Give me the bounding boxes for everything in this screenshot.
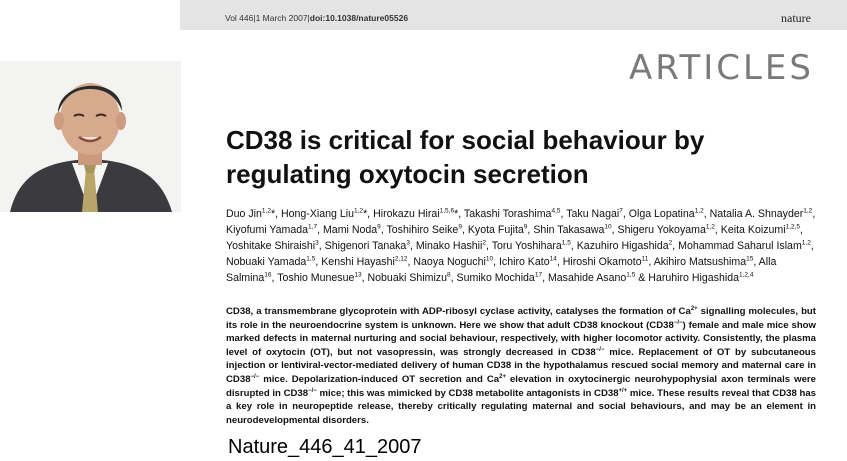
portrait-image: [0, 61, 181, 212]
author-name: Nobuaki Shimizu: [367, 271, 447, 284]
author-separator: ,: [493, 255, 499, 268]
author-affiliation: 1,5,6: [439, 207, 455, 215]
author-name: Hong-Xiang Liu: [280, 208, 355, 220]
author-separator: ,: [271, 271, 278, 284]
author-name: Minako Hashii: [415, 239, 483, 252]
author-name: Haruhiro Higashida: [648, 271, 739, 284]
abstract-sup: 2+: [499, 373, 506, 380]
author-name: Olga Lopatina: [628, 208, 695, 220]
abstract-sup: +/+: [618, 387, 628, 394]
author-affiliation: 17: [534, 271, 543, 279]
abstract-text: CD38, a transmembrane glycoprotein with ADP-ribosyl cyclase activity, catalyses the formation of Ca: [226, 306, 691, 317]
author-name: Sumiko Mochida: [456, 271, 535, 284]
author-name: Yoshitake Shiraishi: [226, 239, 316, 252]
author-separator: ,: [318, 239, 325, 252]
citation-label: Nature_446_41_2007: [228, 436, 422, 458]
author-name: Toshihiro Seike: [386, 223, 459, 236]
author-affiliation: 4,5: [551, 207, 561, 215]
author-affiliation: 9: [377, 223, 381, 231]
author-name: Taku Nagai: [566, 208, 620, 220]
author-separator: ,: [317, 223, 323, 236]
author-name: Kyota Fujita: [467, 223, 524, 236]
section-label: ARTICLES: [629, 48, 814, 88]
author-affiliation: 9: [458, 223, 462, 231]
author-name: Natalia A. Shnayder: [709, 208, 804, 220]
author-name: Shigenori Tanaka: [324, 239, 407, 252]
author-separator: *,: [454, 208, 464, 220]
author-separator: ,: [810, 239, 814, 252]
author-affiliation: 1,2: [801, 239, 811, 247]
abstract-sup: −/−: [250, 373, 260, 380]
author-separator: ,: [409, 239, 416, 252]
author-affiliation: 1,2: [694, 207, 704, 215]
abstract-sup: −/−: [595, 346, 605, 353]
author-list: [226, 207, 816, 287]
author-affiliation: 2,12: [394, 255, 408, 263]
author-affiliation: 1,7: [308, 223, 318, 231]
author-affiliation: 7: [619, 207, 623, 215]
volume-doi-line: [225, 13, 408, 23]
author-separator: *,: [270, 208, 281, 220]
author-name: Duo Jin: [226, 208, 262, 220]
author-separator: ,: [672, 239, 679, 252]
author-separator: ,: [812, 208, 816, 220]
author-separator: ,: [450, 271, 457, 284]
author-separator: ,: [461, 223, 468, 236]
author-separator: ,: [648, 255, 654, 268]
author-separator: ,: [703, 208, 710, 220]
author-separator: ,: [315, 255, 322, 268]
author-name: Mami Noda: [322, 223, 378, 236]
author-separator: ,: [527, 223, 534, 236]
author-name: Shigeru Yokoyama: [617, 223, 706, 236]
author-name: Kiyofumi Yamada: [226, 223, 309, 236]
abstract-text: signalling molecules, but its role in the neuroendocrine system is unknown. Here we show that adult CD38 knockout (CD38: [226, 306, 816, 331]
author-affiliation: 16: [264, 271, 272, 279]
journal-name: nature: [781, 11, 811, 25]
article-title: [226, 123, 826, 191]
author-affiliation: 10: [604, 223, 612, 231]
author-name: Toru Yoshihara: [491, 239, 562, 252]
author-name: Shin Takasawa: [533, 223, 605, 236]
abstract-sup: −/−: [308, 387, 317, 394]
abstract-text: mice. These results reveal that CD38 has a key role in neuropeptide release, thereby critically regulating maternal and social behaviours, and may be an element in neurodevelopmental disorders.: [226, 387, 816, 426]
author-separator: ,: [407, 255, 414, 268]
author-name: Kazuhiro Higashida: [576, 239, 669, 252]
author-name: Alla Salmina: [226, 255, 777, 284]
author-name: Akihiro Matsushima: [653, 255, 747, 268]
author-name: Hiroshi Okamoto: [562, 255, 642, 268]
author-affiliation: 14: [549, 255, 557, 263]
author-affiliation: 1,2: [705, 223, 715, 231]
title-line-2: regulating oxytocin secretion: [226, 159, 589, 189]
author-affiliation: 1,2: [354, 207, 364, 215]
author-separator: ,: [542, 271, 548, 284]
author-portrait: [0, 61, 181, 212]
author-affiliation: 11: [641, 255, 649, 263]
author-separator: &: [635, 271, 649, 284]
abstract-sup: 2+: [690, 305, 698, 312]
author-name: Naoya Noguchi: [413, 255, 486, 268]
author-separator: ,: [486, 239, 492, 252]
page-header: [180, 0, 847, 30]
author-affiliation: 1,5: [306, 255, 316, 263]
author-name: Takashi Torashima: [463, 208, 552, 220]
author-affiliation: 3: [315, 239, 319, 247]
author-affiliation: 1,2: [803, 207, 813, 215]
author-separator: ,: [611, 223, 618, 236]
author-affiliation: 1,2,4: [738, 271, 754, 279]
author-name: Nobuaki Yamada: [226, 255, 307, 268]
author-affiliation: 2: [668, 239, 673, 247]
author-name: Masahide Asano: [547, 271, 627, 284]
author-affiliation: 15: [746, 255, 754, 263]
author-separator: ,: [622, 208, 629, 220]
author-separator: ,: [380, 223, 387, 236]
abstract-text: ) female and male mice show marked defects in maternal nurturing and social behaviour, respectively, with higher locomotor activity. Consistently, the plasma level of oxytocin (OT), but not vasopressin, was strongly decreased in CD38: [226, 319, 816, 358]
doi: doi:10.1038/nature05526: [309, 13, 409, 23]
author-separator: ,: [753, 255, 759, 268]
author-name: Kenshi Hayashi: [321, 255, 395, 268]
author-affiliation: 10: [485, 255, 494, 263]
author-separator: ,: [556, 255, 563, 268]
abstract-text: mice; this was mimicked by CD38 metabolite antagonists in CD38: [316, 387, 619, 399]
author-separator: ,: [361, 271, 368, 284]
abstract-text: mice. Depolarization-induced OT secretion and Ca: [259, 373, 500, 385]
title-line-1: CD38 is critical for social behaviour by: [226, 125, 705, 155]
author-affiliation: 9: [523, 223, 528, 231]
author-name: Mohammad Saharul Islam: [678, 239, 802, 252]
abstract-text: elevation in oxytocinergic neurohypophysial axon terminals were disrupted in CD38: [226, 373, 816, 399]
abstract-text: mice. Replacement of OT by subcutaneous injection or lentiviral-vector-mediated delivery of human CD38 in the hypothalamus rescued social memory and maternal care in CD38: [226, 346, 816, 385]
volume-date: Vol 446|1 March 2007|: [225, 13, 310, 23]
abstract-sup: −/−: [673, 319, 683, 326]
author-affiliation: 1,2: [261, 207, 271, 215]
author-name: Ichiro Kato: [498, 255, 550, 268]
author-separator: ,: [570, 239, 577, 252]
author-name: Toshio Munesue: [277, 271, 355, 284]
author-affiliation: 1,5: [561, 239, 571, 247]
author-affiliation: 13: [354, 271, 362, 279]
author-affiliation: 2: [482, 239, 486, 247]
author-name: Hirokazu Hirai: [373, 208, 440, 220]
author-separator: *,: [363, 208, 374, 220]
author-separator: ,: [560, 208, 567, 220]
abstract: [226, 305, 816, 427]
author-affiliation: 1,2,5: [785, 223, 801, 231]
author-name: Keita Koizumi: [720, 223, 786, 236]
author-affiliation: 1,5: [626, 271, 636, 279]
author-separator: ,: [714, 223, 721, 236]
author-affiliation: 3: [406, 239, 410, 247]
author-separator: ,: [800, 223, 803, 236]
author-affiliation: 8: [447, 271, 451, 279]
